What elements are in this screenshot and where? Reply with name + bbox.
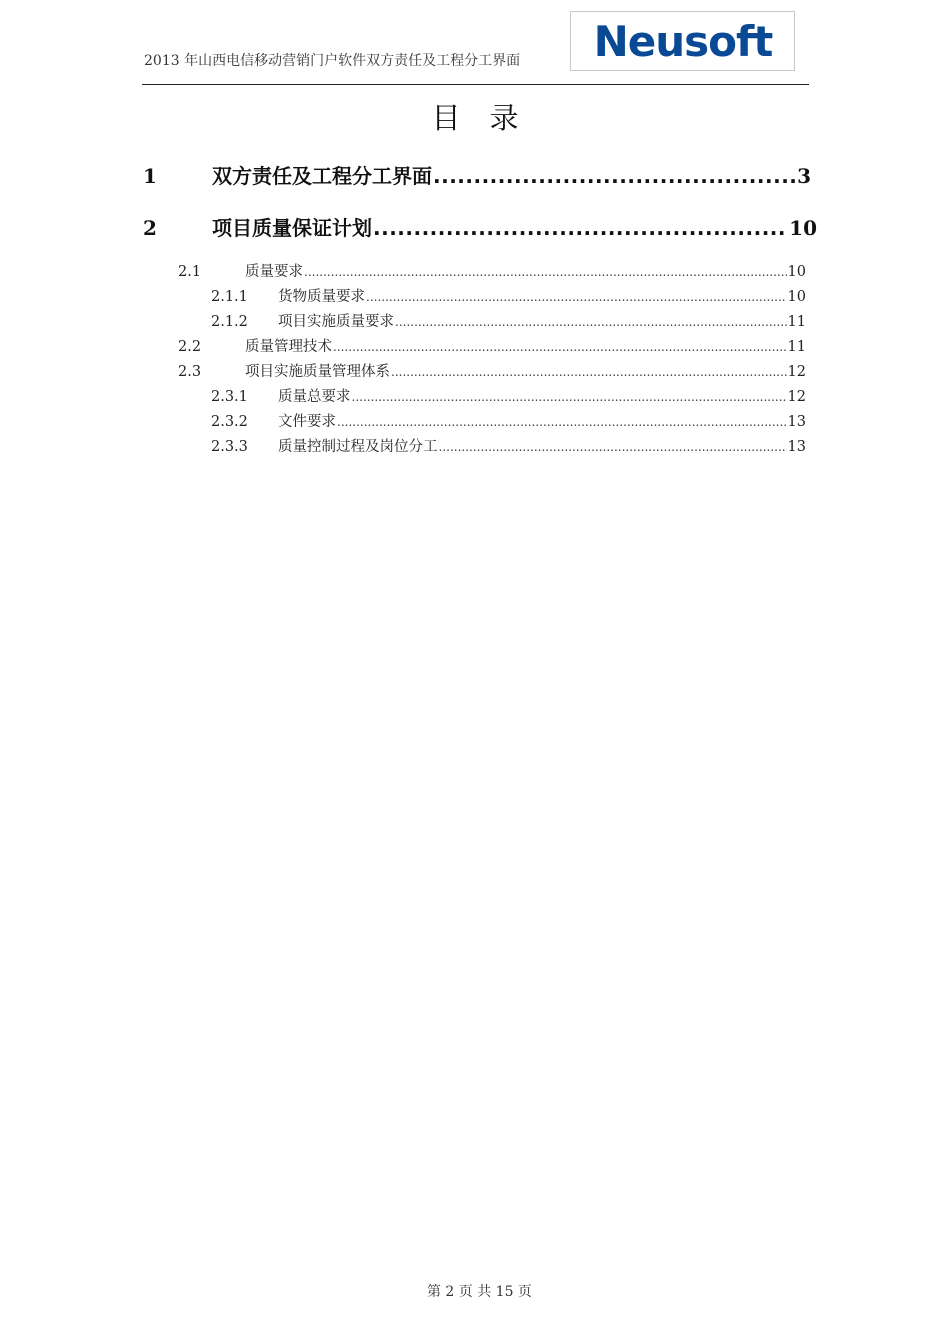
toc-entry-text: 项目实施质量要求 xyxy=(278,314,394,330)
toc-entry[interactable] xyxy=(178,335,806,357)
toc-entry-page: 12 xyxy=(787,364,806,380)
toc-entry-page: 11 xyxy=(787,314,806,330)
toc-entry[interactable] xyxy=(211,410,806,432)
toc-entry[interactable] xyxy=(211,285,806,307)
toc-dot-leader xyxy=(304,265,787,279)
toc-entry-page: 3 xyxy=(797,164,811,188)
toc-entry-text: 货物质量要求 xyxy=(278,289,365,305)
logo-text: Neusoft xyxy=(593,18,772,64)
toc-entry[interactable] xyxy=(143,212,817,240)
toc-entry[interactable] xyxy=(211,310,806,332)
neusoft-logo xyxy=(570,11,795,71)
toc-entry-text: 质量控制过程及岗位分工 xyxy=(278,439,438,455)
toc-entry-number: 2.1 xyxy=(178,264,202,280)
toc-entry-number: 2 xyxy=(143,216,157,240)
toc-entry-number: 2.3.2 xyxy=(211,414,248,430)
toc-dot-leader xyxy=(391,365,787,379)
toc-dot-leader xyxy=(337,415,787,429)
neusoft-logo-icon xyxy=(578,18,788,64)
toc-entry[interactable] xyxy=(211,435,806,457)
toc-dot-leader xyxy=(333,340,787,354)
toc-entry-page: 12 xyxy=(787,389,806,405)
toc-dot-leader xyxy=(439,440,787,454)
toc-dot-leader xyxy=(366,290,787,304)
toc-entry[interactable] xyxy=(178,260,806,282)
toc-dot-leader xyxy=(433,164,796,188)
toc-entry-text: 双方责任及工程分工界面 xyxy=(212,164,432,188)
toc-dot-leader xyxy=(352,390,787,404)
toc-entry-page: 10 xyxy=(787,264,806,280)
toc-entry-text: 质量总要求 xyxy=(278,389,351,405)
page-footer xyxy=(0,1265,950,1301)
toc-entry-text: 项目实施质量管理体系 xyxy=(245,364,390,380)
toc-entry[interactable] xyxy=(211,385,806,407)
toc-entry-number: 2.3 xyxy=(178,364,202,380)
toc-title xyxy=(0,96,950,137)
toc-entry-number: 2.3.3 xyxy=(211,439,248,455)
toc-entry[interactable] xyxy=(143,160,811,188)
toc-dot-leader xyxy=(395,315,787,329)
toc-entry-page: 11 xyxy=(787,339,806,355)
page-header xyxy=(142,0,809,85)
toc-entry-page: 13 xyxy=(787,414,806,430)
toc-entry-number: 1 xyxy=(143,164,157,188)
toc-entry-number: 2.3.1 xyxy=(211,389,248,405)
toc-entry-text: 质量要求 xyxy=(245,264,303,280)
toc-entry-page: 13 xyxy=(787,439,806,455)
toc-entry[interactable] xyxy=(178,360,806,382)
toc-title-text: 目 录 xyxy=(431,101,519,135)
toc-entry-text: 质量管理技术 xyxy=(245,339,332,355)
toc-entry-number: 2.2 xyxy=(178,339,202,355)
page-number-text: 第 2 页 共 15 页 xyxy=(426,1284,532,1300)
toc-entry-page: 10 xyxy=(789,216,817,240)
toc-dot-leader xyxy=(373,216,788,240)
header-title: 2013 年山西电信移动营销门户软件双方责任及工程分工界面 xyxy=(144,53,521,69)
toc-entry-page: 10 xyxy=(787,289,806,305)
toc-entry-number: 2.1.2 xyxy=(211,314,248,330)
toc-entry-text: 项目质量保证计划 xyxy=(212,216,372,240)
toc-entry-text: 文件要求 xyxy=(278,414,336,430)
toc-entry-number: 2.1.1 xyxy=(211,289,248,305)
